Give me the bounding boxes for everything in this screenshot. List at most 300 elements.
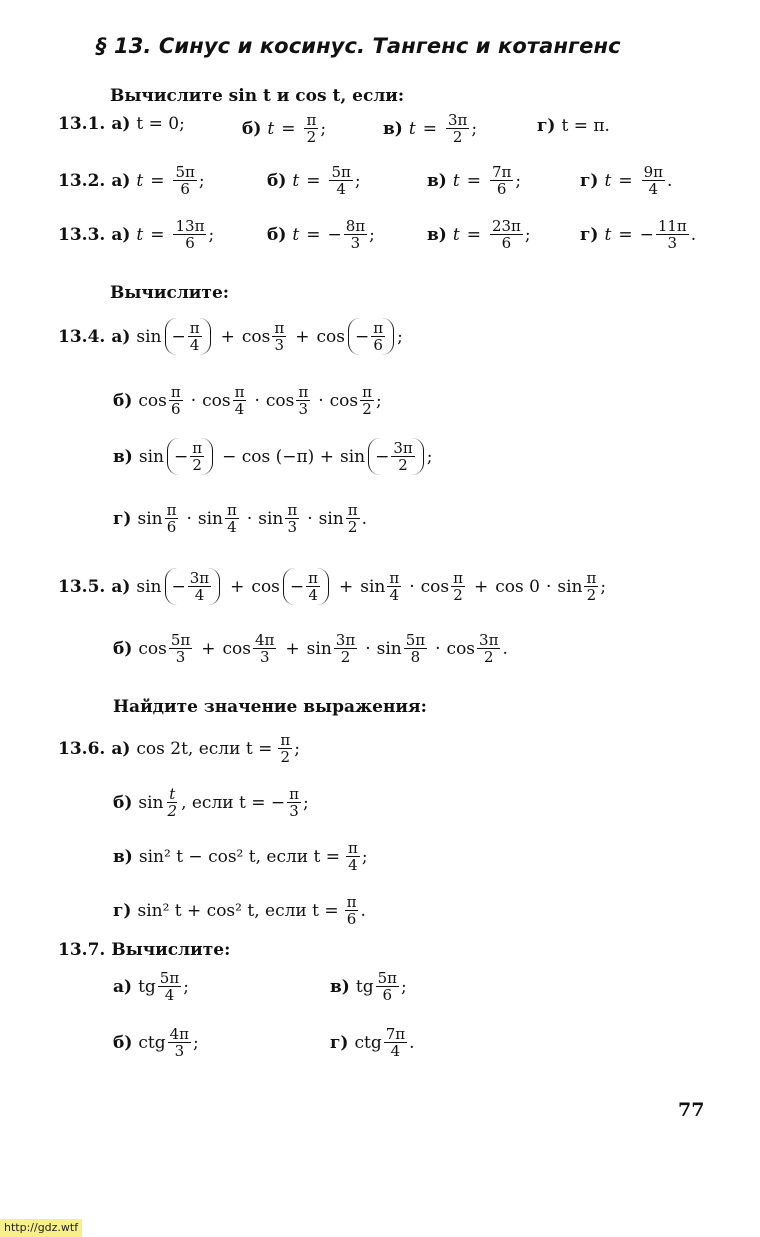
dot: · — [318, 390, 324, 411]
numerator: π — [373, 319, 384, 337]
denominator: 2 — [340, 648, 351, 666]
parenthesis — [167, 438, 213, 475]
numerator: π — [226, 501, 237, 519]
semicolon: ; — [515, 170, 522, 191]
eq: = — [618, 170, 633, 191]
label-g: г) — [580, 170, 599, 191]
eq: = — [150, 224, 165, 245]
fn-cos: cos — [241, 326, 271, 347]
fn-cos: cos — [251, 576, 280, 597]
denominator: 6 — [346, 910, 357, 928]
fn-sin: sin — [137, 508, 163, 529]
expr-13-6-a: cos 2t, если t = — [136, 738, 273, 759]
semicolon: ; — [183, 976, 189, 997]
problem-13-2 — [58, 164, 205, 197]
expr-13-1-v — [383, 112, 477, 145]
numerator: 5π — [159, 969, 180, 987]
minus: − — [327, 224, 342, 245]
plus: + — [220, 326, 235, 347]
fraction — [225, 502, 239, 535]
expr-13-7-b — [113, 1026, 199, 1059]
denominator: 3 — [298, 400, 309, 418]
problem-13-6-b — [113, 786, 309, 819]
label-a: а) — [111, 738, 131, 759]
minus: − — [171, 326, 186, 347]
denominator: 3 — [274, 336, 285, 354]
denominator: 4 — [194, 586, 205, 604]
fraction — [188, 320, 202, 353]
problem-number: 13.6. — [58, 738, 106, 759]
numerator: π — [234, 383, 245, 401]
denominator: 4 — [390, 1042, 401, 1060]
label-v: в) — [427, 170, 447, 191]
expr-13-7-v — [330, 970, 407, 1003]
label-a: а) — [111, 114, 131, 134]
denominator: 2 — [453, 586, 463, 604]
semicolon: ; — [193, 1032, 199, 1053]
period: . — [502, 638, 508, 659]
expr-value: t = π. — [561, 116, 610, 136]
denominator: 4 — [336, 180, 346, 198]
minus: − — [639, 224, 654, 245]
fraction — [642, 164, 665, 197]
eq: = — [306, 170, 321, 191]
parenthesis — [165, 568, 221, 605]
dot: · — [435, 638, 441, 659]
var-t: t — [136, 170, 144, 191]
numerator: π — [170, 383, 181, 401]
fn-sin: sin — [376, 638, 402, 659]
problem-number: 13.7. — [58, 940, 106, 960]
numerator: 9π — [643, 163, 663, 181]
numerator: π — [348, 839, 358, 857]
dot: · — [545, 576, 552, 597]
expr-cos0: cos 0 — [495, 576, 540, 597]
semicolon: ; — [302, 792, 309, 813]
fraction — [165, 502, 179, 535]
fraction — [253, 632, 276, 665]
var-t: t — [292, 170, 300, 191]
fraction — [188, 570, 211, 603]
numerator: 3π — [189, 569, 210, 587]
eq: = — [422, 118, 437, 139]
denominator: 4 — [164, 986, 175, 1004]
label-a: а) — [111, 224, 131, 245]
label-a: а) — [113, 976, 133, 997]
label-b: б) — [113, 390, 133, 411]
fraction — [384, 1026, 407, 1059]
expr-13-6-b: , если t = − — [181, 792, 286, 813]
expr-13-3-b — [267, 218, 375, 251]
fraction — [296, 384, 310, 417]
numerator: π — [280, 731, 291, 749]
numerator: 4π — [255, 631, 275, 649]
fn-cos: cos — [420, 576, 450, 597]
fraction — [346, 502, 360, 535]
dot: · — [186, 508, 192, 529]
fraction — [158, 970, 181, 1003]
fn-cos: cos — [329, 390, 359, 411]
expr-13-7-a — [113, 970, 189, 1003]
problem-13-7 — [58, 940, 230, 960]
denominator: 4 — [348, 856, 358, 874]
page-title: § 13. Синус и косинус. Тангенс и котангенс — [96, 34, 621, 58]
var-t: t — [604, 224, 612, 245]
fraction — [287, 786, 301, 819]
numerator: 4π — [169, 1025, 190, 1043]
denominator: 2 — [167, 802, 178, 820]
var-t: t — [136, 224, 144, 245]
numerator: 8π — [345, 217, 366, 235]
parenthesis — [165, 318, 211, 355]
problem-13-3 — [58, 218, 214, 251]
fn-sin: sin — [557, 576, 583, 597]
fraction — [233, 384, 247, 417]
semicolon: ; — [600, 576, 607, 597]
denominator: 2 — [398, 456, 408, 474]
plus: + — [474, 576, 489, 597]
plus: + — [230, 576, 245, 597]
fraction — [477, 632, 500, 665]
problem-13-6-v — [113, 840, 368, 873]
denominator: 3 — [175, 648, 186, 666]
expr-13-1-g — [537, 116, 610, 136]
label-g: г) — [113, 900, 132, 921]
denominator: 6 — [166, 518, 177, 536]
expr-13-6-g: sin² t + cos² t, если t = — [137, 900, 339, 921]
fn-sin: sin — [318, 508, 344, 529]
fraction — [278, 732, 292, 765]
dot: · — [365, 638, 371, 659]
page-number: 77 — [678, 1099, 705, 1121]
denominator: 6 — [171, 400, 181, 418]
var-t: t — [452, 224, 460, 245]
label-a: а) — [111, 170, 131, 191]
numerator: π — [389, 569, 400, 587]
fraction — [304, 112, 318, 145]
semicolon: ; — [208, 224, 215, 245]
problem-13-5-b — [113, 632, 508, 665]
numerator: 5π — [170, 631, 191, 649]
fraction — [344, 218, 367, 251]
label-v: в) — [383, 118, 403, 139]
numerator: 3π — [447, 111, 468, 129]
section-heading: Вычислите: — [110, 283, 230, 303]
problem-13-4-b — [113, 384, 382, 417]
fn-cos: cos — [138, 390, 167, 411]
fraction — [334, 632, 357, 665]
fn-tg: tg — [138, 976, 156, 997]
plus: + — [285, 638, 300, 659]
problem-13-6-g — [113, 894, 366, 927]
minus: − — [289, 576, 305, 597]
label-a: а) — [111, 326, 131, 347]
fraction — [490, 218, 523, 251]
semicolon: ; — [426, 446, 433, 467]
denominator: 2 — [452, 128, 463, 146]
fraction — [173, 164, 196, 197]
denominator: 4 — [227, 518, 237, 536]
fraction — [376, 970, 399, 1003]
fraction — [169, 384, 183, 417]
numerator: 11π — [657, 217, 687, 235]
fraction — [346, 840, 360, 873]
eq: = — [618, 224, 633, 245]
fraction — [656, 218, 689, 251]
denominator: 3 — [174, 1042, 185, 1060]
expr-13-6-v: sin² t − cos² t, если t = — [138, 846, 341, 867]
label-a: а) — [111, 576, 131, 597]
expr-13-2-v — [427, 164, 521, 197]
denominator: 6 — [180, 180, 190, 198]
numerator: π — [346, 893, 357, 911]
fn-sin: sin — [138, 446, 164, 467]
eq: = — [281, 118, 296, 139]
dot: · — [190, 390, 197, 411]
denominator: 2 — [347, 518, 358, 536]
fn-sin: sin — [339, 446, 366, 467]
problem-number: 13.1. — [58, 114, 106, 134]
fraction — [345, 894, 359, 927]
denominator: 2 — [483, 648, 494, 666]
expr-13-1-b — [242, 112, 326, 145]
denominator: 6 — [185, 234, 195, 252]
denominator: 3 — [259, 648, 270, 666]
fraction — [168, 1026, 191, 1059]
period: . — [666, 170, 673, 191]
expr-13-2-g — [580, 164, 672, 197]
denominator: 2 — [280, 748, 291, 766]
expr-13-7-g — [330, 1026, 415, 1059]
fn-sin: sin — [306, 638, 332, 659]
fraction — [404, 632, 427, 665]
fraction — [371, 320, 385, 353]
semicolon: ; — [397, 326, 403, 347]
fraction — [329, 164, 352, 197]
semicolon: ; — [369, 224, 375, 245]
numerator: 13π — [175, 217, 205, 235]
denominator: 3 — [287, 518, 298, 536]
numerator: 3π — [393, 439, 413, 457]
fn-sin: sin — [197, 508, 223, 529]
denominator: 4 — [648, 180, 659, 198]
numerator: π — [306, 111, 317, 129]
section-heading: Найдите значение выражения: — [113, 697, 427, 717]
problem-13-7-text: Вычислите: — [111, 940, 231, 960]
denominator: 4 — [234, 400, 245, 418]
var-t: t — [604, 170, 612, 191]
fraction — [166, 786, 180, 819]
period: . — [360, 900, 366, 921]
numerator: π — [347, 501, 358, 519]
numerator: π — [166, 501, 177, 519]
semicolon: ; — [294, 738, 300, 759]
fn-sin: sin — [136, 576, 162, 597]
numerator: π — [287, 501, 298, 519]
numerator: π — [308, 569, 319, 587]
dot: · — [254, 390, 260, 411]
fraction — [490, 164, 513, 197]
fn-ctg: ctg — [138, 1032, 166, 1053]
problem-13-5-a — [58, 568, 606, 605]
problem-13-4-g — [113, 502, 367, 535]
semicolon: ; — [375, 390, 382, 411]
fraction — [306, 570, 320, 603]
numerator: π — [189, 319, 200, 337]
problem-number: 13.4. — [58, 326, 106, 347]
label-v: в) — [427, 224, 447, 245]
fn-sin: sin — [258, 508, 284, 529]
numerator: π — [362, 383, 372, 401]
denominator: 4 — [389, 586, 400, 604]
fn-sin: sin — [360, 576, 386, 597]
denominator: 3 — [667, 234, 678, 252]
section-heading: Вычислите sin t и cos t, если: — [110, 86, 405, 106]
dot: · — [246, 508, 253, 529]
label-b: б) — [113, 792, 133, 813]
dot: · — [307, 508, 313, 529]
problem-13-6-a — [58, 732, 300, 765]
fraction — [584, 570, 598, 603]
numerator: 5π — [377, 969, 397, 987]
label-v: в) — [330, 976, 350, 997]
eq: = — [466, 170, 481, 191]
problem-number: 13.2. — [58, 170, 106, 191]
fraction — [173, 218, 206, 251]
denominator: 8 — [410, 648, 421, 666]
fn-cos: cos — [202, 390, 231, 411]
semicolon: ; — [471, 118, 478, 139]
fn-cos: cos — [316, 326, 345, 347]
denominator: 2 — [586, 586, 597, 604]
numerator: 23π — [491, 217, 521, 235]
label-v: в) — [113, 446, 133, 467]
period: . — [409, 1032, 415, 1053]
semicolon: ; — [400, 976, 407, 997]
denominator: 6 — [496, 180, 507, 198]
semicolon: ; — [354, 170, 361, 191]
problem-13-4-v — [113, 438, 432, 475]
eq: = — [466, 224, 481, 245]
plus: + — [339, 576, 354, 597]
var-t: t — [292, 224, 300, 245]
denominator: 2 — [306, 128, 317, 146]
var-t: t — [408, 118, 416, 139]
denominator: 3 — [289, 802, 299, 820]
numerator: π — [586, 569, 597, 587]
fn-cos: cos — [446, 638, 476, 659]
numerator: 3π — [479, 631, 499, 649]
expr-13-1-a: t = 0; — [136, 114, 185, 134]
minus: − — [375, 446, 390, 467]
expr-13-3-g — [580, 218, 696, 251]
fraction — [446, 112, 469, 145]
var-t: t — [267, 118, 275, 139]
label-b: б) — [242, 118, 262, 139]
minus: − — [354, 326, 370, 347]
eq: = — [150, 170, 165, 191]
problem-number: 13.5. — [58, 576, 106, 597]
semicolon: ; — [524, 224, 531, 245]
fraction — [272, 320, 286, 353]
fn-tg: tg — [355, 976, 374, 997]
fraction — [451, 570, 465, 603]
denominator: 4 — [308, 586, 318, 604]
minus: − — [171, 576, 186, 597]
denominator: 2 — [192, 456, 202, 474]
expr-13-2-b — [267, 164, 361, 197]
fn-sin: sin — [136, 326, 162, 347]
label-b: б) — [267, 224, 287, 245]
numerator: π — [298, 383, 309, 401]
plus: + — [201, 638, 216, 659]
fn-ctg: ctg — [354, 1032, 382, 1053]
parenthesis — [348, 318, 394, 355]
numerator: 7π — [491, 163, 512, 181]
semicolon: ; — [361, 846, 368, 867]
denominator: 3 — [350, 234, 361, 252]
label-v: в) — [113, 846, 133, 867]
label-g: г) — [537, 116, 556, 136]
var-t: t — [452, 170, 460, 191]
label-g: г) — [113, 508, 132, 529]
semicolon: ; — [320, 118, 327, 139]
label-b: б) — [113, 1032, 133, 1053]
parenthesis — [368, 438, 424, 475]
fraction — [391, 440, 414, 473]
numerator: 5π — [175, 163, 195, 181]
numerator: π — [289, 785, 299, 803]
expr-13-3-v — [427, 218, 531, 251]
numerator: 3π — [335, 631, 356, 649]
numerator: π — [192, 439, 203, 457]
denominator: 2 — [362, 400, 372, 418]
fn-cos: cos — [222, 638, 252, 659]
fraction — [360, 384, 374, 417]
fraction — [387, 570, 401, 603]
fn-cos: cos — [138, 638, 167, 659]
period: . — [690, 224, 697, 245]
numerator: 5π — [405, 631, 426, 649]
numerator: π — [274, 319, 285, 337]
fraction — [169, 632, 192, 665]
label-b: б) — [113, 638, 133, 659]
denominator: 6 — [501, 234, 512, 252]
eq: = — [306, 224, 321, 245]
dot: · — [409, 576, 415, 597]
semicolon: ; — [198, 170, 205, 191]
problem-13-4-a — [58, 318, 403, 355]
denominator: 6 — [382, 986, 393, 1004]
numerator: t — [169, 785, 176, 803]
denominator: 4 — [189, 336, 200, 354]
plus: + — [295, 326, 310, 347]
denominator: 6 — [373, 336, 383, 354]
watermark-link[interactable]: http://gdz.wtf — [0, 1219, 82, 1237]
label-b: б) — [267, 170, 287, 191]
problem-13-1 — [58, 114, 185, 134]
numerator: 7π — [385, 1025, 406, 1043]
period: . — [361, 508, 368, 529]
expr-middle: − cos (−π) + — [222, 446, 334, 467]
fraction — [190, 440, 204, 473]
problem-number: 13.3. — [58, 224, 106, 245]
fn-cos: cos — [265, 390, 295, 411]
fraction — [285, 502, 299, 535]
numerator: π — [453, 569, 463, 587]
numerator: 5π — [331, 163, 351, 181]
fn-sin: sin — [138, 792, 164, 813]
